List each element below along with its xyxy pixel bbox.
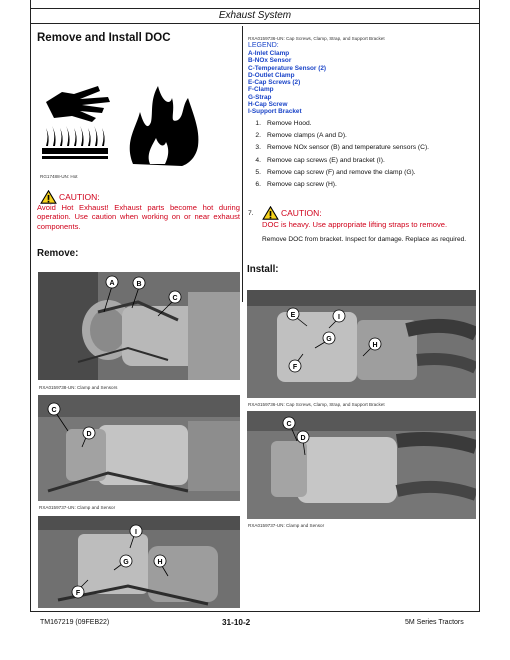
callout-c [169,291,181,303]
legend-heading: LEGEND: [248,42,279,49]
step-number: 7. [248,210,254,217]
legend-item: H-Cap Screw [248,101,288,109]
section-title: Remove and Install DOC [37,32,171,44]
photo-cap-screws-strap-right-caption: RXA0159736-UN: Cap Screws, Clamp, Strap, and Support Bracket [248,402,385,407]
procedure-step [250,130,478,142]
svg-text:B: B [136,281,142,288]
callout-c [48,403,60,415]
legend-item: F-Clamp [248,86,274,94]
procedure-step [250,142,478,154]
callout-f [289,360,301,372]
callout-b [133,277,145,289]
photo-clamp-and-sensor-right [247,411,476,519]
step-number: 3. [255,144,261,152]
legend-item: G-Strap [248,93,272,101]
svg-text:C: C [286,421,292,428]
photo-cap-screws-strap-right [247,290,476,398]
svg-text:D: D [86,431,92,438]
svg-text:H: H [157,559,163,566]
callout-f [72,586,84,598]
svg-text:E: E [290,312,296,319]
callout-e [287,308,299,320]
photo-clamp-and-sensors [38,272,240,380]
header-title: Exhaust System [218,10,292,21]
fire-icon [130,86,199,166]
legend-item: C-Temperature Sensor (2) [248,64,327,72]
procedure-step [250,118,478,130]
install-heading: Install: [247,264,279,275]
callout-h [369,338,381,350]
step-number: 5. [255,168,261,176]
photo-clamp-and-sensor-right-caption: RXA0159737-UN: Clamp and Sensor [248,523,325,528]
svg-text:F: F [292,364,298,371]
procedure-steps [250,118,478,191]
photo-clamp-and-sensor-left [38,395,240,501]
legend-block [248,36,474,116]
svg-text:G: G [326,336,332,343]
callout-h [154,555,166,567]
legend-item: E-Cap Screws (2) [248,79,301,87]
callout-c [283,417,295,429]
step-text: Remove cap screws (E) and bracket (I). [267,156,385,164]
caution-label-row [40,190,100,204]
procedure-step [250,155,478,167]
callout-i [130,525,142,537]
callout-d [297,431,309,443]
svg-text:I: I [135,529,137,536]
svg-text:F: F [75,590,81,597]
legend-figure-caption: RXA0159736-UN: Cap Screws, Clamp, Strap, and Support Bracket [248,36,385,41]
step-number: 2. [255,132,261,140]
procedure-step [250,179,478,191]
callout-d [83,427,95,439]
legend-item: A-Inlet Clamp [248,50,290,57]
svg-text:I: I [338,314,340,321]
svg-text:C: C [51,407,57,414]
svg-text:D: D [300,435,306,442]
procedure-step [250,167,478,179]
hot-exhaust-warning: Avoid Hot Exhaust! Exhaust parts become hot during operation. Use caution when working on or near exhaust components. [37,203,240,231]
footer-page-number: 31-10-2 [222,618,251,627]
caution-label: CAUTION: [59,192,100,202]
step-text: Remove clamps (A and D). [267,132,347,140]
callout-g [323,332,335,344]
page-header [30,8,480,24]
photo-clamp-and-sensor-left-caption: RXA0159737-UN: Clamp and Sensor [39,505,116,510]
step-text: Remove cap screw (F) and remove the clamp (G). [267,168,416,176]
legend-item: I-Support Bracket [248,108,302,116]
step-text: Remove cap screw (H). [267,181,337,189]
footer-series: 5M Series Tractors [405,619,464,626]
caution-label-row [262,206,322,220]
photo-cap-screws-strap-left [38,516,240,608]
remove-heading: Remove: [37,248,79,259]
svg-text:A: A [109,280,115,287]
step-text: Remove Hood. [267,120,312,127]
legend-item: D-Outlet Clamp [248,71,295,79]
caution-label: CAUTION: [281,208,322,218]
footer-doc-id: TM167219 (09FEB22) [40,619,110,626]
hot-surface-hazard-illustration [38,72,218,172]
step-number: 4. [255,156,261,164]
step-7-note: Remove DOC from bracket. Inspect for damage. Replace as required. [262,236,467,243]
hazard-figure-caption: RG17488-UN: Hot [40,174,78,179]
hand-heat-icon [42,86,110,159]
svg-text:C: C [172,295,178,302]
svg-text:G: G [123,559,129,566]
legend-item: B-NOx Sensor [248,57,292,65]
callout-g [120,555,132,567]
callout-i [333,310,345,322]
step-number: 6. [255,181,261,189]
doc-heavy-warning: DOC is heavy. Use appropriate lifting straps to remove. [262,220,448,229]
column-divider [242,26,243,302]
step-number: 1. [255,120,261,127]
caution-triangle-icon [262,206,279,220]
photo-clamp-and-sensors-caption: RXA0159738-UN: Clamp and Sensors [39,385,118,390]
step-text: Remove NOx sensor (B) and temperature sensors (C). [267,144,430,152]
callout-a [106,276,118,288]
svg-text:H: H [372,342,378,349]
caution-triangle-icon [40,190,57,204]
